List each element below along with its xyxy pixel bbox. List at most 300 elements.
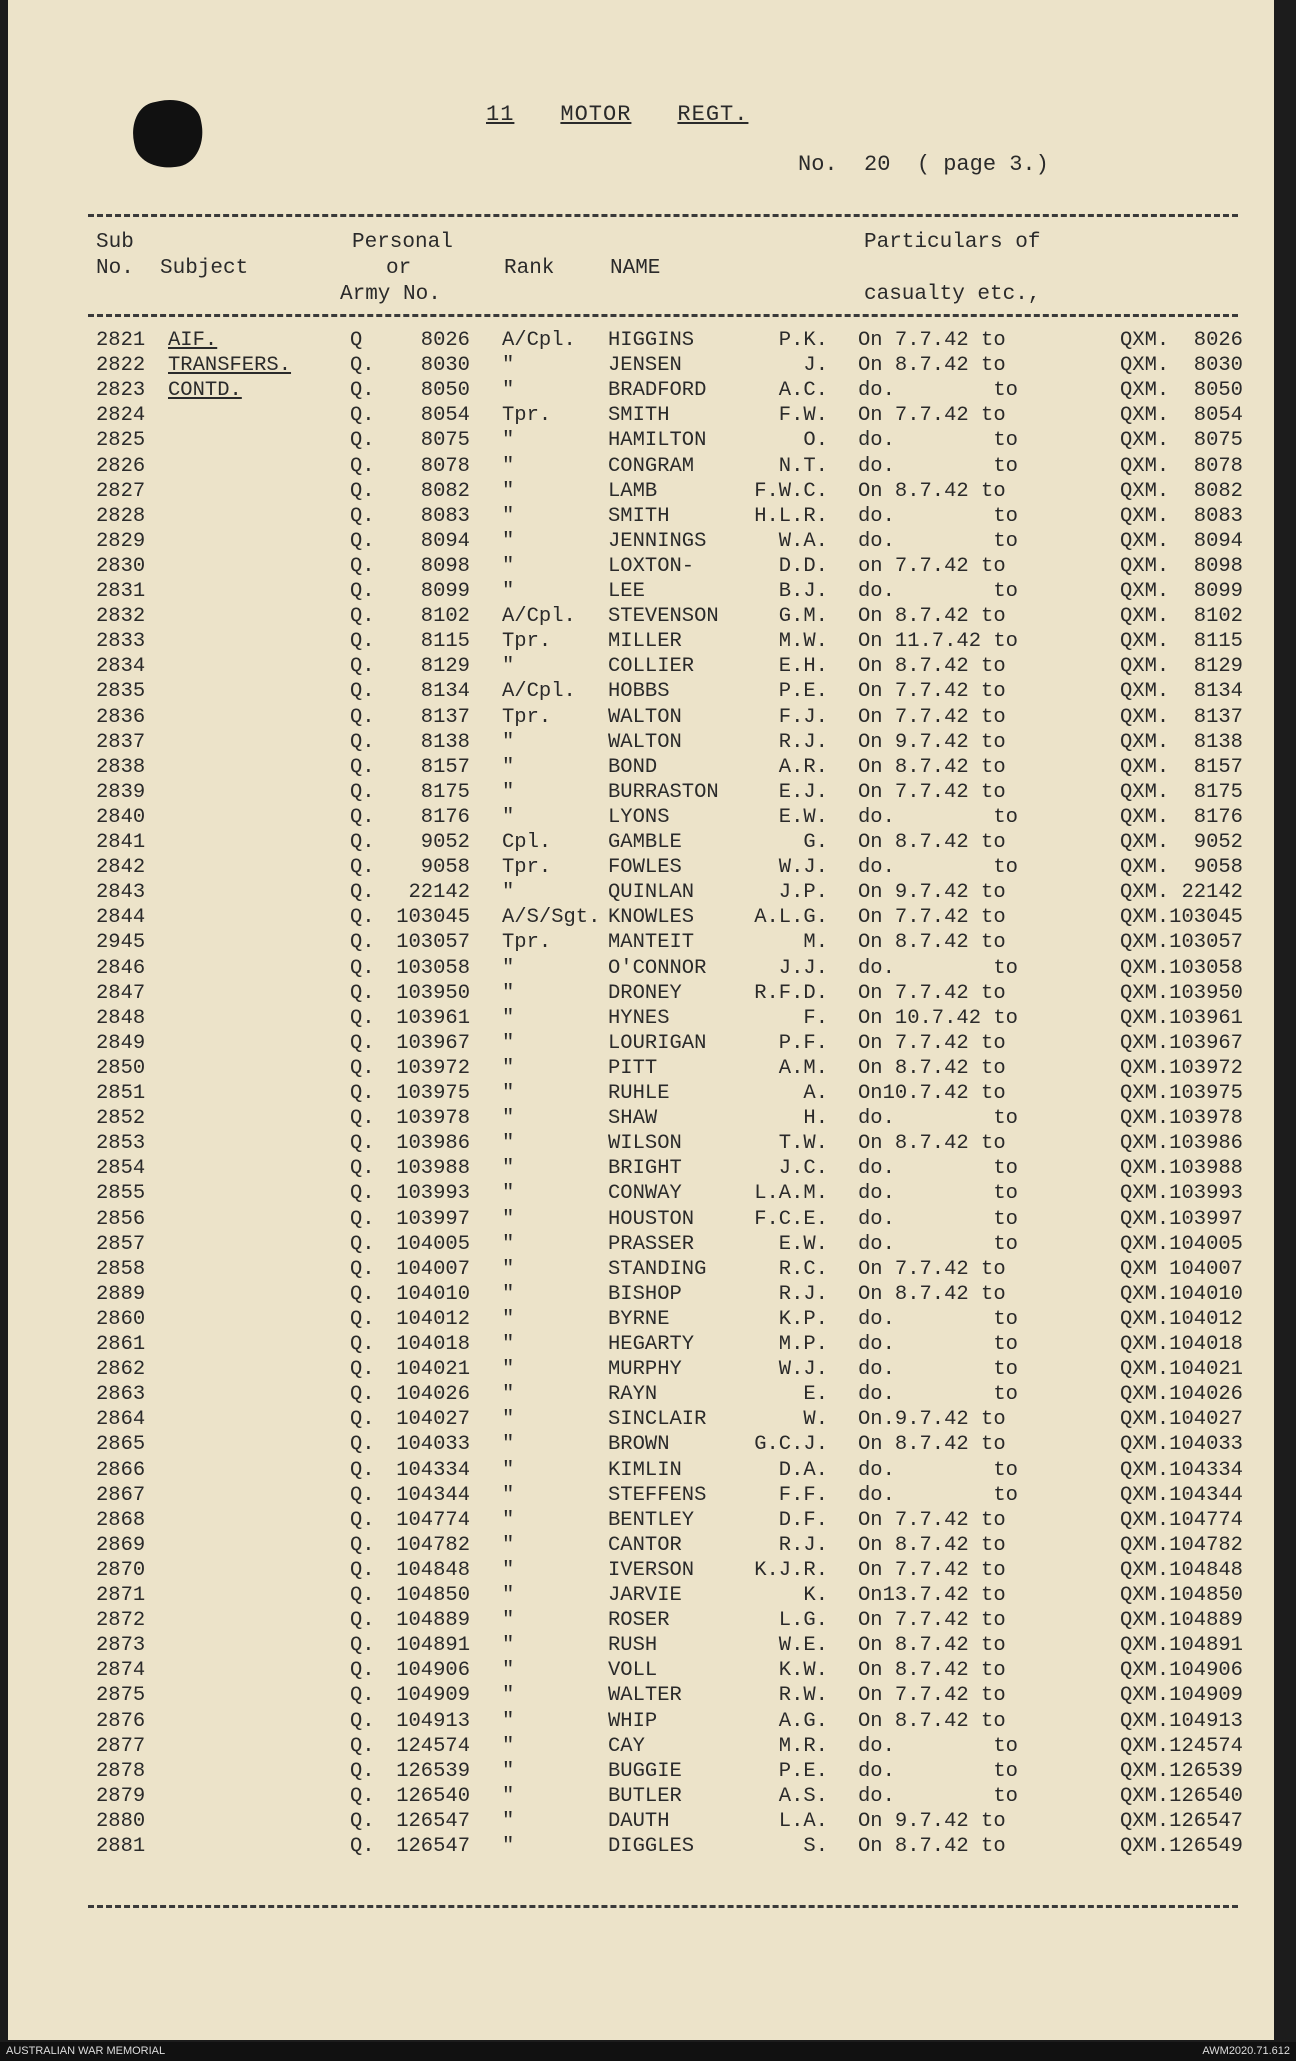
row-army-number: 8083 — [420, 504, 470, 528]
row-army-number: 104344 — [396, 1483, 470, 1507]
title-part-1: 11 — [486, 102, 515, 127]
row-army-number: 103057 — [396, 931, 470, 955]
row-particulars: On 8.7.42 to — [858, 1533, 1006, 1557]
row-initials: K.P. — [778, 1307, 828, 1331]
row-army-number: 104021 — [396, 1358, 470, 1382]
table-row — [8, 1031, 1274, 1056]
row-particulars: do. to — [858, 529, 1018, 553]
row-q-prefix: Q. — [350, 1232, 375, 1256]
row-rank: " — [502, 580, 515, 603]
row-sub-number: 2834 — [96, 655, 146, 679]
table-row — [8, 654, 1274, 679]
row-qxm-number: QXM.104344 — [1119, 1483, 1243, 1507]
row-particulars: On 8.7.42 to — [858, 1056, 1006, 1080]
row-particulars: do. to — [858, 805, 1018, 829]
row-surname: CONGRAM — [608, 454, 695, 478]
row-q-prefix: Q. — [350, 1433, 375, 1457]
row-army-number: 104007 — [396, 1257, 470, 1281]
row-initials: A. — [803, 1082, 828, 1105]
row-rank: " — [502, 1835, 515, 1858]
row-particulars: do. to — [858, 1207, 1018, 1231]
row-army-number: 8176 — [420, 805, 470, 829]
row-surname: WALTON — [608, 730, 682, 754]
row-sub-number: 2851 — [96, 1082, 146, 1105]
table-row — [8, 529, 1274, 554]
row-qxm-number: QXM 104007 — [1119, 1257, 1243, 1281]
row-q-prefix: Q. — [350, 1358, 375, 1382]
row-q-prefix: Q. — [350, 1182, 375, 1206]
row-initials: F.C.E. — [754, 1207, 828, 1231]
header-rule — [88, 314, 1238, 317]
row-particulars: On 8.7.42 to — [858, 354, 1006, 378]
row-surname: STEVENSON — [608, 605, 719, 629]
table-row — [8, 1307, 1274, 1332]
row-rank: " — [502, 1809, 515, 1833]
row-sub-number: 2860 — [96, 1307, 146, 1331]
row-q-prefix: Q. — [350, 1609, 375, 1633]
row-q-prefix: Q. — [350, 1734, 375, 1758]
row-q-prefix: Q. — [350, 1307, 375, 1331]
row-rank: " — [502, 1759, 515, 1783]
row-army-number: 104026 — [396, 1383, 470, 1407]
row-qxm-number: QXM. 8157 — [1119, 755, 1243, 779]
table-row — [8, 1558, 1274, 1583]
row-surname: RUHLE — [608, 1082, 670, 1105]
table-row — [8, 1658, 1274, 1683]
row-sub-number: 2826 — [96, 454, 146, 478]
row-particulars: On 9.7.42 to — [858, 730, 1006, 754]
row-q-prefix: Q. — [350, 379, 375, 403]
row-q-prefix: Q. — [350, 1107, 375, 1131]
row-rank: " — [502, 504, 515, 528]
row-sub-number: 2821 — [96, 329, 146, 352]
row-rank: A/Cpl. — [502, 605, 576, 629]
row-qxm-number: QXM.126540 — [1119, 1784, 1243, 1808]
row-surname: BYRNE — [608, 1307, 670, 1331]
table-row — [8, 1382, 1274, 1407]
row-q-prefix: Q. — [350, 580, 375, 603]
row-surname: MILLER — [608, 630, 682, 654]
row-q-prefix: Q. — [350, 906, 375, 930]
row-rank: " — [502, 1257, 515, 1281]
row-q-prefix: Q. — [350, 831, 375, 854]
table-row — [8, 1608, 1274, 1633]
row-initials: A.R. — [778, 755, 828, 779]
row-qxm-number: QXM. 8094 — [1119, 529, 1243, 553]
row-surname: CAY — [608, 1734, 645, 1758]
row-rank: " — [502, 780, 515, 804]
row-surname: LOURIGAN — [608, 1031, 707, 1055]
row-particulars: do. to — [858, 1734, 1018, 1758]
row-q-prefix: Q. — [350, 1709, 375, 1733]
row-rank: " — [502, 1282, 515, 1306]
col-subject: Subject — [160, 257, 249, 280]
row-particulars: On 8.7.42 to — [858, 605, 1006, 629]
row-surname: PITT — [608, 1056, 658, 1080]
row-rank: " — [502, 755, 515, 779]
row-initials: M.R. — [778, 1734, 828, 1758]
row-army-number: 124574 — [396, 1734, 470, 1758]
col-personal-line2: or — [386, 257, 412, 280]
table-row — [8, 1633, 1274, 1658]
row-initials: M.P. — [778, 1333, 828, 1356]
row-surname: HOUSTON — [608, 1207, 695, 1231]
row-q-prefix: Q. — [350, 1031, 375, 1055]
row-sub-number: 2852 — [96, 1107, 146, 1131]
row-army-number: 9052 — [420, 831, 470, 854]
table-row — [8, 479, 1274, 504]
row-sub-number: 2945 — [96, 931, 146, 955]
row-army-number: 126540 — [396, 1784, 470, 1808]
row-army-number: 8082 — [420, 479, 470, 503]
row-rank: " — [502, 1157, 515, 1181]
row-q-prefix: Q. — [350, 1835, 375, 1858]
row-rank: Tpr. — [502, 630, 552, 654]
row-particulars: On 8.7.42 to — [858, 479, 1006, 503]
row-qxm-number: QXM. 8102 — [1119, 605, 1243, 629]
row-army-number: 8078 — [420, 454, 470, 478]
row-rank: " — [502, 379, 515, 403]
table-row — [8, 328, 1274, 353]
row-sub-number: 2827 — [96, 479, 146, 503]
row-sub-number: 2840 — [96, 805, 146, 829]
row-sub-number: 2823 — [96, 379, 146, 403]
row-sub-number: 2825 — [96, 429, 146, 453]
row-rank: " — [502, 1483, 515, 1507]
row-q-prefix: Q. — [350, 705, 375, 729]
row-rank: " — [502, 554, 515, 578]
row-sub-number: 2843 — [96, 881, 146, 905]
row-army-number: 104018 — [396, 1333, 470, 1356]
row-surname: WALTER — [608, 1684, 682, 1708]
row-surname: HIGGINS — [608, 329, 695, 352]
row-surname: CANTOR — [608, 1533, 682, 1557]
row-sub-number: 2869 — [96, 1533, 146, 1557]
row-surname: FOWLES — [608, 856, 682, 880]
row-initials: E.W. — [778, 805, 828, 829]
row-army-number: 103058 — [396, 956, 470, 980]
row-sub-number: 2849 — [96, 1031, 146, 1055]
row-army-number: 104850 — [396, 1584, 470, 1607]
row-surname: BRADFORD — [608, 379, 707, 403]
row-sub-number: 2850 — [96, 1056, 146, 1080]
row-surname: KIMLIN — [608, 1458, 682, 1482]
row-surname: SMITH — [608, 504, 670, 528]
row-army-number: 104782 — [396, 1533, 470, 1557]
row-rank: " — [502, 1659, 515, 1683]
row-sub-number: 2848 — [96, 1006, 146, 1030]
col-personal-line1: Personal — [352, 231, 453, 254]
row-q-prefix: Q. — [350, 1282, 375, 1306]
row-sub-number: 2853 — [96, 1132, 146, 1156]
document-number: No. 20 ( page 3.) — [798, 152, 1049, 177]
row-q-prefix: Q. — [350, 1383, 375, 1407]
row-sub-number: 2875 — [96, 1684, 146, 1708]
row-initials: A.G. — [778, 1709, 828, 1733]
row-initials: E.H. — [778, 655, 828, 679]
row-army-number: 104913 — [396, 1709, 470, 1733]
row-surname: DIGGLES — [608, 1835, 695, 1858]
row-q-prefix: Q. — [350, 680, 375, 704]
col-rank: Rank — [504, 257, 555, 280]
row-army-number: 103961 — [396, 1006, 470, 1030]
row-surname: DAUTH — [608, 1809, 670, 1833]
table-row — [8, 579, 1274, 604]
row-qxm-number: QXM. 8138 — [1119, 730, 1243, 754]
row-particulars: On 11.7.42 to — [858, 630, 1018, 654]
row-initials: W.A. — [778, 529, 828, 553]
row-qxm-number: QXM. 9052 — [1119, 831, 1243, 854]
row-qxm-number: QXM.103972 — [1119, 1056, 1243, 1080]
row-particulars: do. to — [858, 429, 1018, 453]
table-row — [8, 1759, 1274, 1784]
row-initials: W. — [803, 1408, 828, 1432]
row-subject: TRANSFERS. — [168, 354, 292, 378]
row-initials: J.C. — [778, 1157, 828, 1181]
row-surname: BROWN — [608, 1433, 670, 1457]
row-initials: D.D. — [778, 554, 828, 578]
row-particulars: do. to — [858, 1759, 1018, 1783]
row-surname: STEFFENS — [608, 1483, 707, 1507]
row-rank: " — [502, 1031, 515, 1055]
table-row — [8, 504, 1274, 529]
row-sub-number: 2829 — [96, 529, 146, 553]
row-particulars: On 8.7.42 to — [858, 655, 1006, 679]
row-initials: R.F.D. — [754, 981, 828, 1005]
row-sub-number: 2877 — [96, 1734, 146, 1758]
row-army-number: 104889 — [396, 1609, 470, 1633]
row-rank: " — [502, 1006, 515, 1030]
row-sub-number: 2835 — [96, 680, 146, 704]
row-initials: O. — [803, 429, 828, 453]
row-army-number: 104012 — [396, 1307, 470, 1331]
row-initials: M.W. — [778, 630, 828, 654]
row-rank: " — [502, 805, 515, 829]
row-rank: " — [502, 1082, 515, 1105]
row-q-prefix: Q. — [350, 529, 375, 553]
row-army-number: 104774 — [396, 1508, 470, 1532]
table-row — [8, 1081, 1274, 1106]
row-initials: K.J.R. — [754, 1558, 828, 1582]
row-initials: M. — [803, 931, 828, 955]
document-page — [8, 0, 1274, 2040]
row-army-number: 8030 — [420, 354, 470, 378]
table-row — [8, 679, 1274, 704]
row-qxm-number: QXM.103986 — [1119, 1132, 1243, 1156]
row-rank: Tpr. — [502, 404, 552, 428]
row-qxm-number: QXM. 8030 — [1119, 354, 1243, 378]
row-particulars: do. to — [858, 1307, 1018, 1331]
row-particulars: do. to — [858, 580, 1018, 603]
row-initials: T.W. — [778, 1132, 828, 1156]
row-particulars: On 7.7.42 to — [858, 1684, 1006, 1708]
table-row — [8, 730, 1274, 755]
row-rank: " — [502, 956, 515, 980]
row-qxm-number: QXM.103057 — [1119, 931, 1243, 955]
row-sub-number: 2856 — [96, 1207, 146, 1231]
row-q-prefix: Q. — [350, 1558, 375, 1582]
row-sub-number: 2855 — [96, 1182, 146, 1206]
row-surname: JENNINGS — [608, 529, 707, 553]
table-row — [8, 1232, 1274, 1257]
row-army-number: 103975 — [396, 1082, 470, 1105]
row-rank: " — [502, 1056, 515, 1080]
row-surname: WILSON — [608, 1132, 682, 1156]
row-qxm-number: QXM.104026 — [1119, 1383, 1243, 1407]
row-army-number: 8026 — [420, 329, 470, 352]
title-part-2: MOTOR — [560, 102, 632, 127]
table-row — [8, 1533, 1274, 1558]
row-qxm-number: QXM.103950 — [1119, 981, 1243, 1005]
row-rank: Cpl. — [502, 831, 552, 854]
col-particulars-line1: Particulars of — [864, 231, 1041, 254]
row-sub-number: 2832 — [96, 605, 146, 629]
row-qxm-number: QXM.103997 — [1119, 1207, 1243, 1231]
table-row — [8, 705, 1274, 730]
row-sub-number: 2876 — [96, 1709, 146, 1733]
row-q-prefix: Q. — [350, 755, 375, 779]
row-q-prefix: Q — [350, 329, 363, 352]
row-particulars: do. to — [858, 856, 1018, 880]
row-army-number: 8137 — [420, 705, 470, 729]
row-rank: " — [502, 1358, 515, 1382]
table-row — [8, 855, 1274, 880]
row-surname: COLLIER — [608, 655, 695, 679]
row-q-prefix: Q. — [350, 1584, 375, 1607]
row-initials: F.F. — [778, 1483, 828, 1507]
row-rank: " — [502, 655, 515, 679]
row-q-prefix: Q. — [350, 429, 375, 453]
row-particulars: On 8.7.42 to — [858, 1835, 1006, 1858]
col-particulars-line2: casualty etc., — [864, 283, 1041, 306]
row-surname: LAMB — [608, 479, 658, 503]
row-rank: " — [502, 1458, 515, 1482]
row-qxm-number: QXM.104909 — [1119, 1684, 1243, 1708]
row-q-prefix: Q. — [350, 479, 375, 503]
row-particulars: do. to — [858, 379, 1018, 403]
col-sub-line1: Sub — [96, 231, 134, 254]
table-row — [8, 1257, 1274, 1282]
row-initials: R.J. — [778, 1282, 828, 1306]
row-q-prefix: Q. — [350, 1333, 375, 1356]
row-surname: JENSEN — [608, 354, 682, 378]
row-rank: " — [502, 1333, 515, 1356]
table-row — [8, 830, 1274, 855]
table-row — [8, 1407, 1274, 1432]
table-row — [8, 905, 1274, 930]
row-army-number: 8102 — [420, 605, 470, 629]
row-particulars: on 7.7.42 to — [858, 554, 1006, 578]
row-initials: A.C. — [778, 379, 828, 403]
row-sub-number: 2889 — [96, 1282, 146, 1306]
row-surname: SMITH — [608, 404, 670, 428]
table-row — [8, 428, 1274, 453]
row-particulars: On 8.7.42 to — [858, 1634, 1006, 1658]
row-qxm-number: QXM. 8098 — [1119, 554, 1243, 578]
table-row — [8, 755, 1274, 780]
row-initials: W.J. — [778, 1358, 828, 1382]
row-sub-number: 2871 — [96, 1584, 146, 1607]
row-qxm-number: QXM.104913 — [1119, 1709, 1243, 1733]
row-q-prefix: Q. — [350, 1257, 375, 1281]
row-particulars: On 8.7.42 to — [858, 755, 1006, 779]
row-initials: K.W. — [778, 1659, 828, 1683]
row-qxm-number: QXM. 8075 — [1119, 429, 1243, 453]
row-qxm-number: QXM.104906 — [1119, 1659, 1243, 1683]
row-surname: BRIGHT — [608, 1157, 682, 1181]
table-row — [8, 880, 1274, 905]
row-army-number: 8075 — [420, 429, 470, 453]
row-surname: ROSER — [608, 1609, 670, 1633]
row-army-number: 104027 — [396, 1408, 470, 1432]
row-qxm-number: QXM. 8134 — [1119, 680, 1243, 704]
row-surname: JARVIE — [608, 1584, 682, 1607]
row-rank: " — [502, 1634, 515, 1658]
row-initials: S. — [803, 1835, 828, 1858]
table-row — [8, 1106, 1274, 1131]
row-particulars: On 7.7.42 to — [858, 1558, 1006, 1582]
row-particulars: On 8.7.42 to — [858, 1132, 1006, 1156]
row-qxm-number: QXM. 8099 — [1119, 580, 1243, 603]
row-sub-number: 2862 — [96, 1358, 146, 1382]
row-sub-number: 2868 — [96, 1508, 146, 1532]
row-rank: " — [502, 1508, 515, 1532]
row-surname: RUSH — [608, 1634, 658, 1658]
row-sub-number: 2861 — [96, 1333, 146, 1356]
row-surname: LOXTON- — [608, 554, 695, 578]
row-surname: CONWAY — [608, 1182, 682, 1206]
row-q-prefix: Q. — [350, 1659, 375, 1683]
row-army-number: 9058 — [420, 856, 470, 880]
row-sub-number: 2864 — [96, 1408, 146, 1432]
row-army-number: 8054 — [420, 404, 470, 428]
row-particulars: do. to — [858, 454, 1018, 478]
row-sub-number: 2873 — [96, 1634, 146, 1658]
row-surname: LYONS — [608, 805, 670, 829]
row-particulars: On 7.7.42 to — [858, 1508, 1006, 1532]
table-row — [8, 981, 1274, 1006]
row-rank: " — [502, 479, 515, 503]
row-sub-number: 2842 — [96, 856, 146, 880]
row-qxm-number: QXM. 8129 — [1119, 655, 1243, 679]
row-particulars: On 8.7.42 to — [858, 1659, 1006, 1683]
row-q-prefix: Q. — [350, 454, 375, 478]
table-row — [8, 1006, 1274, 1031]
row-initials: F.W. — [778, 404, 828, 428]
row-rank: " — [502, 1584, 515, 1607]
row-army-number: 22142 — [408, 881, 470, 905]
row-subject: CONTD. — [168, 379, 242, 403]
row-sub-number: 2866 — [96, 1458, 146, 1482]
table-row — [8, 1734, 1274, 1759]
row-particulars: On 9.7.42 to — [858, 1809, 1006, 1833]
row-particulars: On 8.7.42 to — [858, 831, 1006, 854]
row-surname: O'CONNOR — [608, 956, 707, 980]
row-particulars: On10.7.42 to — [858, 1082, 1006, 1105]
row-rank: " — [502, 1232, 515, 1256]
archive-footer — [0, 2042, 1296, 2061]
row-initials: R.W. — [778, 1684, 828, 1708]
row-army-number: 8134 — [420, 680, 470, 704]
row-army-number: 8098 — [420, 554, 470, 578]
row-q-prefix: Q. — [350, 780, 375, 804]
row-qxm-number: QXM.104891 — [1119, 1634, 1243, 1658]
footer-institution: AUSTRALIAN WAR MEMORIAL — [6, 2045, 166, 2057]
row-particulars: On 7.7.42 to — [858, 404, 1006, 428]
col-name: NAME — [610, 257, 661, 280]
row-q-prefix: Q. — [350, 1634, 375, 1658]
row-initials: G. — [803, 831, 828, 854]
